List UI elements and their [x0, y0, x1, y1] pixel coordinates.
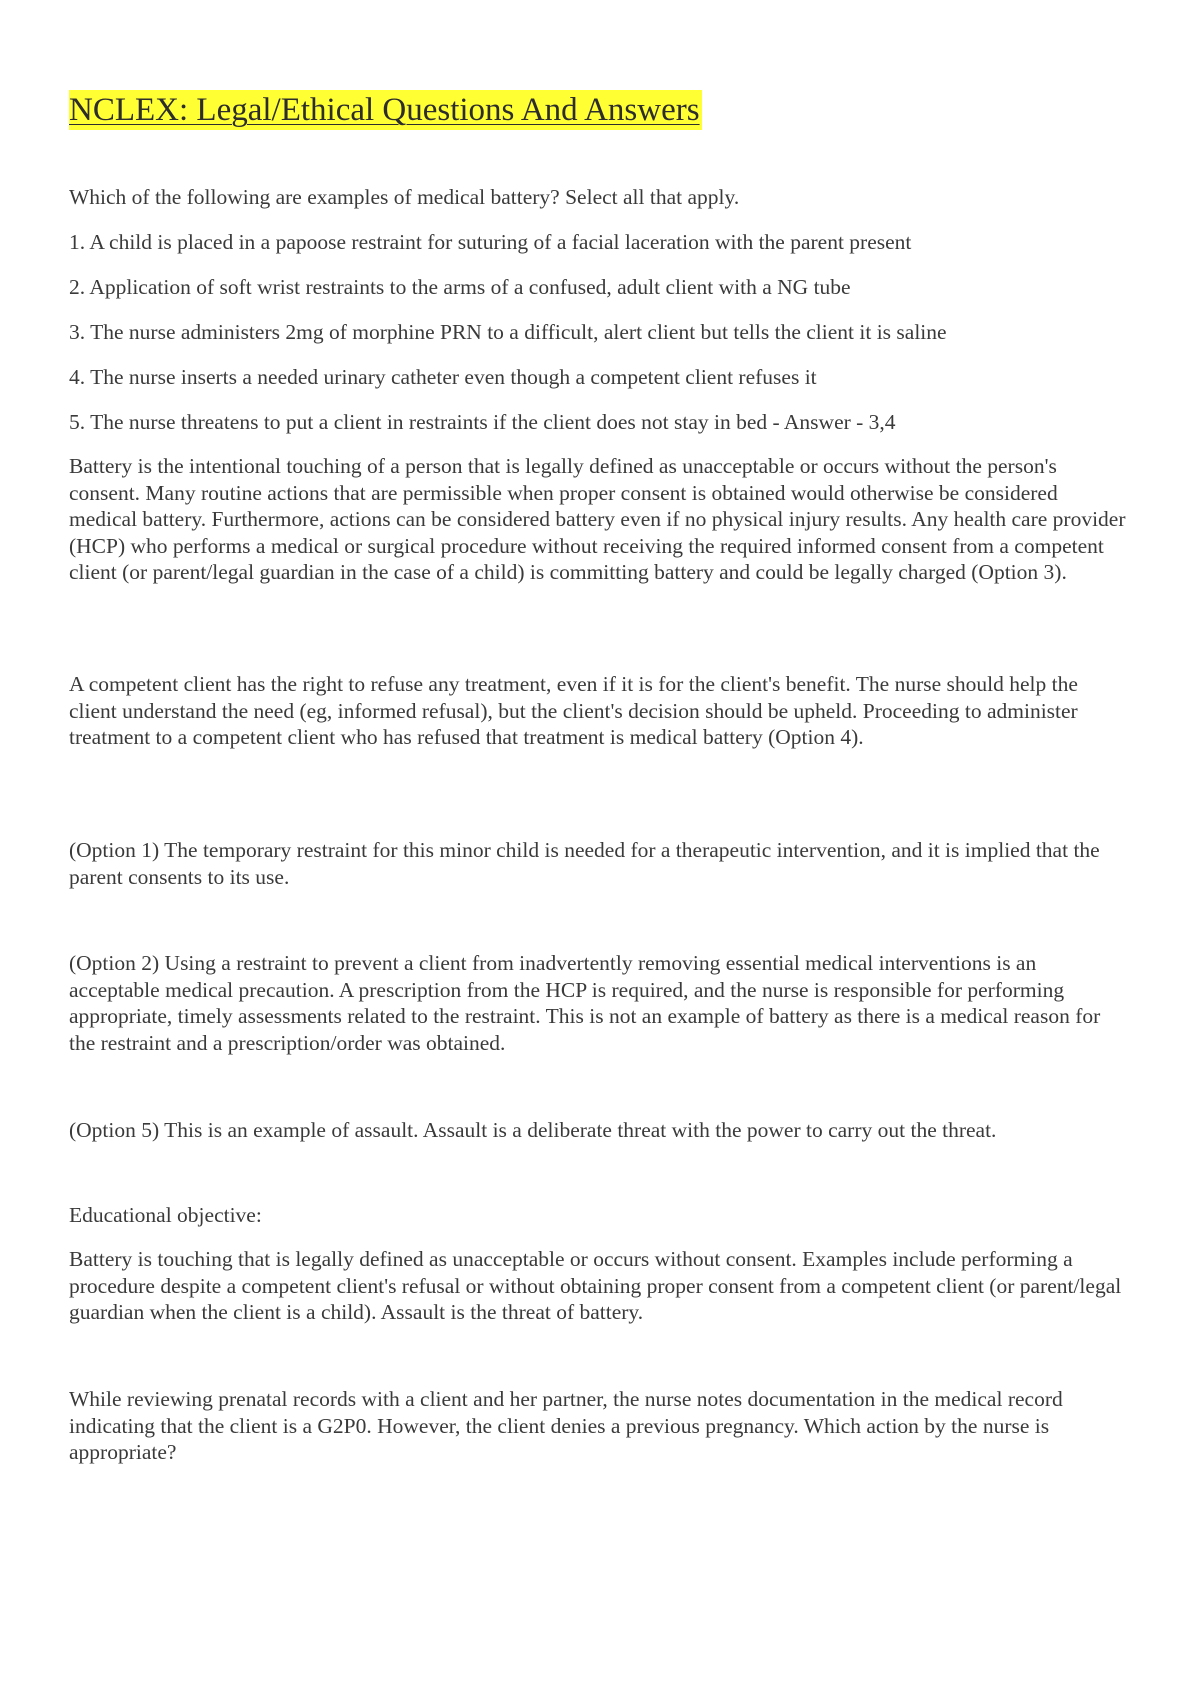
option-1: 1. A child is placed in a papoose restraint for suturing of a facial laceration with the parent present — [69, 230, 912, 254]
rationale-paragraph-1: Battery is the intentional touching of a person that is legally defined as unacceptable or occurs without the person's consent. Many routine actions that are permissible when proper consent is obtained would otherwise be considered medical battery. Furthermore, actions can be considered battery even if no physical injury results. Any health care provider (HCP) who performs a medical or surgical procedure without receiving the required informed consent from a competent client (or parent/legal guardian in the case of a child) is committing battery and could be legally charged (Option 3). — [69, 454, 1126, 585]
educational-objective-text: Battery is touching that is legally defined as unacceptable or occurs without consent. Examples include performing a procedure despite a competent client's refusal or without obtaining proper consent from a competent client (or parent/legal guardian when the client is a child). Assault is the threat of battery. — [69, 1247, 1122, 1325]
question-1-stem: Which of the following are examples of medical battery? Select all that apply. — [69, 185, 740, 209]
rationale-option-1: (Option 1) The temporary restraint for this minor child is needed for a therapeutic intervention, and it is implied that the parent consents to its use. — [69, 838, 1100, 889]
rationale-paragraph-2: A competent client has the right to refuse any treatment, even if it is for the client's benefit. The nurse should help the client understand the need (eg, informed refusal), but the client's decision should be upheld. Proceeding to administer treatment to a competent client who has refused that treatment is medical battery (Option 4). — [69, 672, 1078, 750]
question-2-stem: While reviewing prenatal records with a client and her partner, the nurse notes documentation in the medical record indicating that the client is a G2P0. However, the client denies a previous pregnancy. Which action by the nurse is appropriate? — [69, 1387, 1063, 1465]
option-5-with-answer: 5. The nurse threatens to put a client in restraints if the client does not stay in bed - Answer - 3,4 — [69, 410, 896, 434]
rationale-option-5: (Option 5) This is an example of assault. Assault is a deliberate threat with the power to carry out the threat. — [69, 1118, 997, 1142]
option-4: 4. The nurse inserts a needed urinary catheter even though a competent client refuses it — [69, 365, 817, 389]
page-title: NCLEX: Legal/Ethical Questions And Answers — [69, 92, 700, 128]
educational-objective-label: Educational objective: — [69, 1203, 262, 1227]
option-3: 3. The nurse administers 2mg of morphine PRN to a difficult, alert client but tells the client it is saline — [69, 320, 947, 344]
option-2: 2. Application of soft wrist restraints to the arms of a confused, adult client with a NG tube — [69, 275, 851, 299]
rationale-option-2: (Option 2) Using a restraint to prevent a client from inadvertently removing essential medical interventions is an acceptable medical precaution. A prescription from the HCP is required, and the nurse is responsible for performing appropriate, timely assessments related to the restraint. This is not an example of battery as there is a medical reason for the restraint and a prescription/order was obtained. — [69, 951, 1101, 1055]
